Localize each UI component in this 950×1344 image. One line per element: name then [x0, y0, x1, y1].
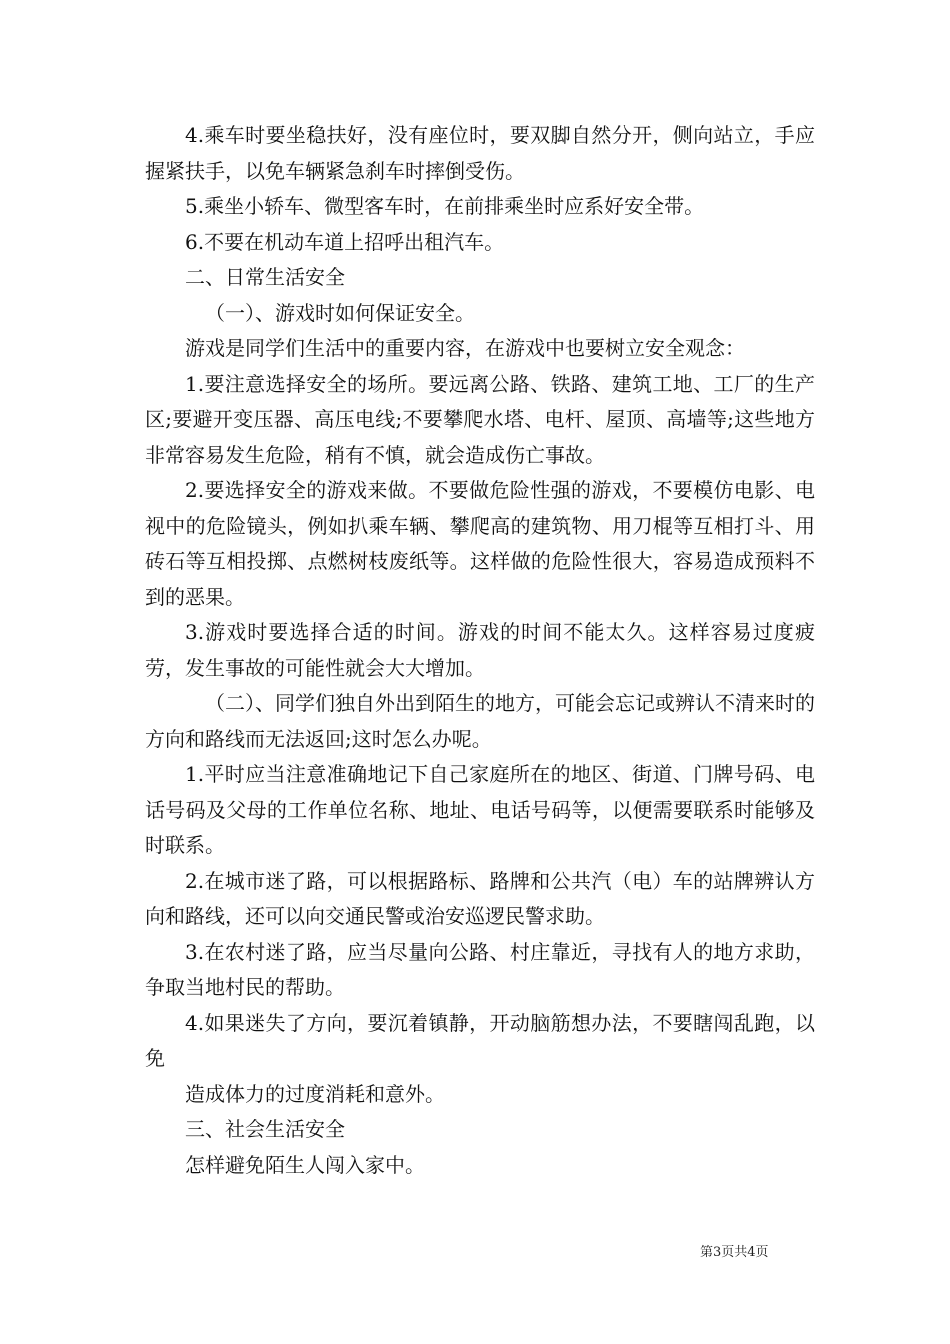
- paragraph-games-type: 2.要选择安全的游戏来做。不要做危险性强的游戏，不要模仿电影、电视中的危险镜头，例如扒乘车辆、攀爬高的建筑物、用刀棍等互相打斗、用砖石等互相投掷、点燃树枝废纸等。这样做的危险性很大，容易造成预料不到的恶果。: [145, 478, 815, 609]
- paragraph-lost-remember: 1.平时应当注意准确地记下自己家庭所在的地区、街道、门牌号码、电话号码及父母的工作单位名称、地址、电话号码等，以便需要联系时能够及时联系。: [145, 762, 815, 857]
- subsection-heading-games: （一）、游戏时如何保证安全。: [205, 300, 475, 325]
- paragraph-seat-belt: 5.乘坐小轿车、微型客车时，在前排乘坐时应系好安全带。: [185, 194, 705, 218]
- paragraph-lost-calm: 4.如果迷失了方向，要沉着镇静，开动脑筋想办法，不要瞎闯乱跑，以免: [145, 1010, 815, 1070]
- paragraph-taxi: 6.不要在机动车道上招呼出租汽车。: [185, 229, 505, 254]
- section-heading-daily-life: 二、日常生活安全: [185, 265, 345, 289]
- page-number: 第3页共4页: [700, 1245, 769, 1260]
- paragraph-games-intro: 游戏是同学们生活中的重要内容，在游戏中也要树立安全观念：: [185, 336, 745, 360]
- paragraph-ride-safely: 4.乘车时要坐稳扶好，没有座位时，要双脚自然分开，侧向站立，手应握紧扶手，以免车辆紧急刹车时摔倒受伤。: [145, 123, 815, 183]
- paragraph-lost-city: 2.在城市迷了路，可以根据路标、路牌和公共汽（电）车的站牌辨认方向和路线，还可以向交通民警或治安巡逻民警求助。: [145, 868, 815, 928]
- subsection-heading-lost: （二）、同学们独自外出到陌生的地方，可能会忘记或辨认不清来时的方向和路线而无法返回;这时怎么办呢。: [145, 691, 815, 751]
- document-body: [145, 118, 815, 1183]
- paragraph-games-place: 1.要注意选择安全的场所。要远离公路、铁路、建筑工地、工厂的生产区;要避开变压器、高压电线;不要攀爬水塔、电杆、屋顶、高墙等;这些地方非常容易发生危险，稍有不慎，就会造成伤亡事故。: [145, 371, 815, 467]
- paragraph-strangers: 怎样避免陌生人闯入家中。: [185, 1152, 425, 1177]
- paragraph-games-time: 3.游戏时要选择合适的时间。游戏的时间不能太久。这样容易过度疲劳，发生事故的可能性就会大大增加。: [145, 620, 815, 680]
- paragraph-lost-countryside: 3.在农村迷了路，应当尽量向公路、村庄靠近，寻找有人的地方求助，争取当地村民的帮助。: [145, 939, 815, 999]
- section-heading-social-life: 三、社会生活安全: [185, 1117, 345, 1141]
- paragraph-lost-calm-continued: 造成体力的过度消耗和意外。: [185, 1081, 445, 1106]
